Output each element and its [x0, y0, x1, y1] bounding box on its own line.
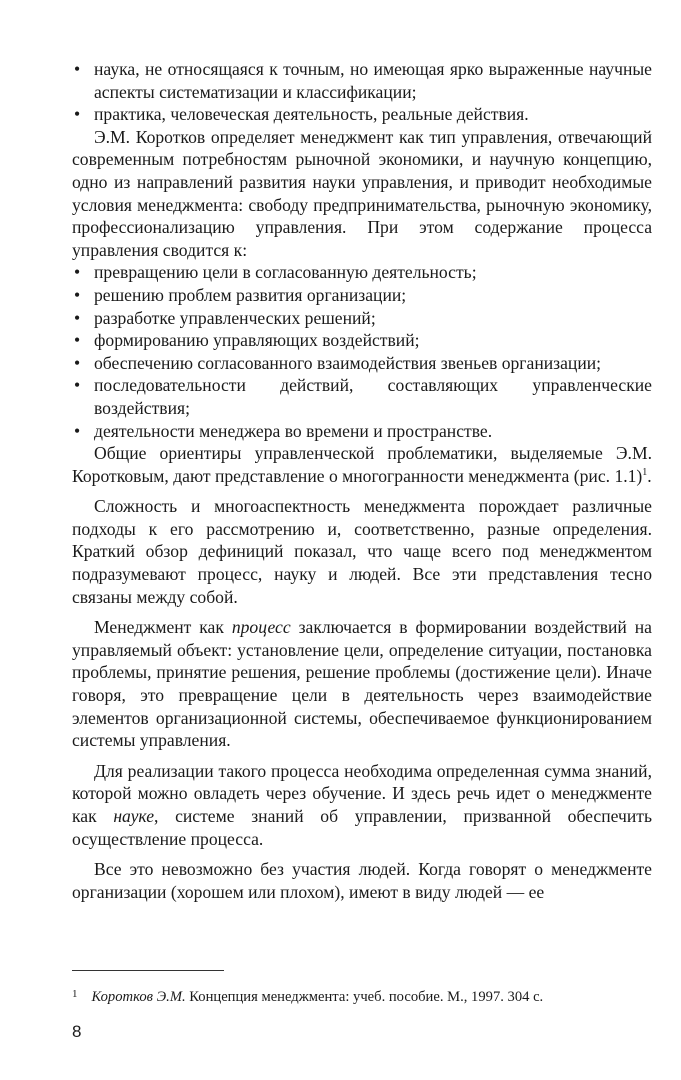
emphasis-process: процесс: [231, 617, 291, 638]
footnote-divider: [72, 970, 224, 971]
list-item: • деятельности менеджера во времени и пространстве.: [72, 420, 652, 443]
paragraph-process-rest: заключается в формировании воздействий на управляемый объект: установление цели, определение ситуации, постановка проблемы, принятие решения, решение проблемы (достижение цели). Иначе говоря, это превращение цели в деятельность через взаимодействие элементов организационной системы, обеспечиваемое функционированием системы управления.: [72, 617, 652, 751]
paragraph-science-start: Для реализации такого процесса необходима определенная сумма знаний, которой можно овладеть через обучение. И здесь речь идет о менеджменте как: [72, 760, 652, 826]
list-item: • обеспечению согласованного взаимодействия звеньев организации;: [72, 352, 652, 375]
paragraph-orientiry-end: .: [647, 465, 652, 486]
page-number: 8: [72, 1022, 82, 1041]
list-item: • разработке управленческих решений;: [72, 307, 652, 330]
emphasis-science: науке: [113, 806, 155, 826]
paragraph-science: [72, 760, 652, 850]
footnote: [72, 985, 652, 1007]
top-bullet-list: [72, 58, 652, 126]
process-bullet-list: [72, 261, 652, 442]
footnote-ref: 1: [642, 466, 648, 478]
list-item: • превращению цели в согласованную деятельность;: [72, 261, 652, 284]
paragraph-complexity: Сложность и многоаспектность менеджмента порождает различные подходы к его рассмотрению и, соответственно, разные определения. Краткий обзор дефиниций показал, что чаще всего под менеджментом подразумевают процесс, науку и людей. Все эти представления тесно связаны между собой.: [72, 496, 652, 607]
list-item: • последовательности действий, составляющих управленческие воздействия;: [72, 374, 652, 419]
list-item: • формированию управляющих воздействий;: [72, 329, 652, 352]
list-item: • наука, не относящаяся к точным, но имеющая ярко выраженные научные аспекты систематизации и классификации;: [72, 58, 652, 103]
list-item: • решению проблем развития организации;: [72, 284, 652, 307]
main-text: [72, 58, 652, 903]
footnote-author: Коротков Э.М.: [91, 989, 186, 1005]
paragraph-korotkov: Э.М. Коротков определяет менеджмент как тип управления, отвечающий современным потребностям рыночной экономики, и научную концепцию, одно из направлений развития науки управления, и приводит необходимые условия менеджмента: свободу предпринимательства, рыночную экономику, профессионализацию управления. При этом содержание процесса управления сводится к:: [72, 126, 652, 260]
paragraph-science-rest: , системе знаний об управлении, призванной обеспечить осуществление процесса.: [72, 806, 652, 849]
paragraph-people: Все это невозможно без участия людей. Когда говорят о менеджменте организации (хорошем или плохом), имеют в виду людей — ее: [72, 859, 652, 902]
list-item: • практика, человеческая деятельность, реальные действия.: [72, 103, 652, 126]
paragraph-orientiry-text: Общие ориентиры управленческой проблематики, выделяемые Э.М. Коротковым, дают представление о многогранности менеджмента (рис. 1.1): [72, 443, 652, 486]
paragraph-process: [72, 616, 652, 752]
footnote-number: 1: [72, 988, 78, 1000]
paragraph-orientiry: [72, 442, 652, 487]
paragraph-process-start: Менеджмент как: [94, 617, 232, 638]
footnote-text: Концепция менеджмента: учеб. пособие. М., 1997. 304 с.: [185, 989, 544, 1005]
